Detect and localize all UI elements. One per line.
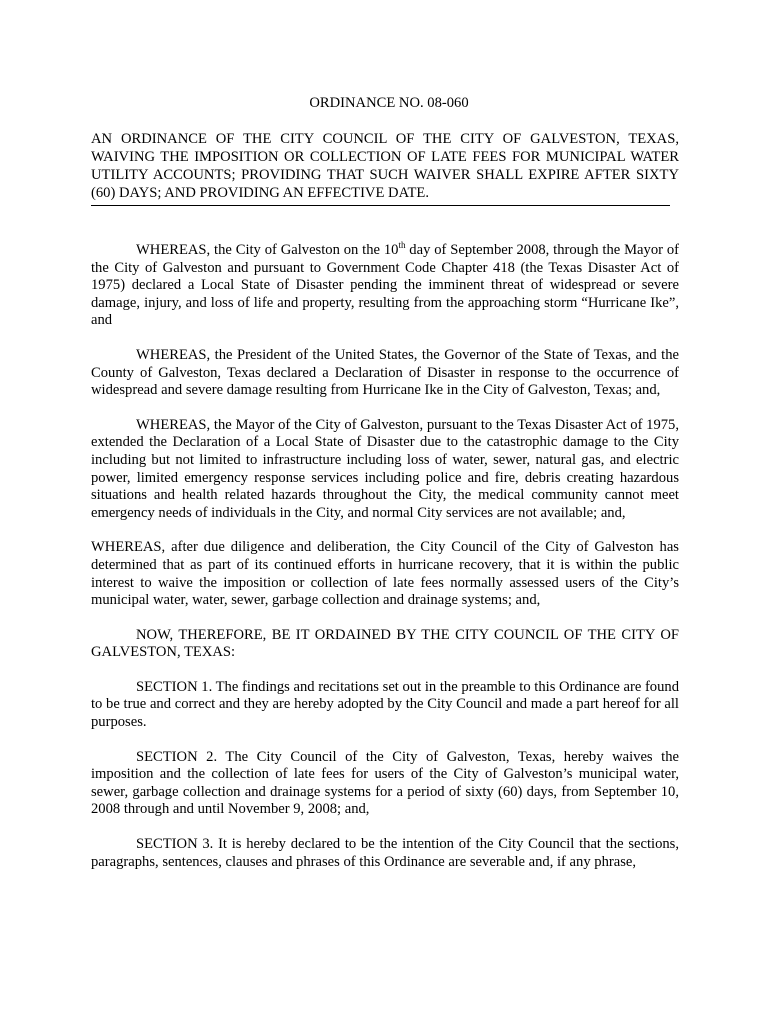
whereas-paragraph-4: WHEREAS, after due diligence and deliberation, the City Council of the City of Galveston has determined that as part of its continued efforts in hurricane recovery, that it is within the public interest to waive the imposition or collection of late fees normally assessed users of the City’s municipal water, water, sewer, garbage collection and drainage systems; and, [91,539,679,609]
ordinance-caption: AN ORDINANCE OF THE CITY COUNCIL OF THE CITY OF GALVESTON, TEXAS, WAIVING THE IMPOSITION OR COLLECTION OF LATE FEES FOR MUNICIPAL WATER UTILITY ACCOUNTS; PROVIDING THAT SUCH WAIVER SHALL EXPIRE AFTER SIXTY (60) DAYS; AND PROVIDING AN EFFECTIVE DATE. [91,131,679,201]
caption-divider [91,205,670,206]
document-page [91,94,679,871]
whereas-paragraph-3: WHEREAS, the Mayor of the City of Galveston, pursuant to the Texas Disaster Act of 1975, extended the Declaration of a Local State of Disaster due to the catastrophic damage to the City including but not limited to infrastructure including loss of water, sewer, natural gas, and electric power, limited emergency response services including police and fire, debris creating hazardous situations and health related hazards throughout the City, the medical community cannot meet emergency needs of individuals in the City, and normal City services are not available; and, [91,416,679,521]
ordinance-title: ORDINANCE NO. 08-060 [309,95,469,111]
section-1: SECTION 1. The findings and recitations set out in the preamble to this Ordinance are found to be true and correct and they are hereby adopted by the City Council and made a part hereof for all purposes. [91,678,679,731]
whereas-paragraph-2: WHEREAS, the President of the United States, the Governor of the State of Texas, and the County of Galveston, Texas declared a Declaration of Disaster in response to the occurrence of widespread and severe damage resulting from Hurricane Ike in the City of Galveston, Texas; and, [91,346,679,399]
ordinal-superscript: th [398,240,406,251]
section-2: SECTION 2. The City Council of the City of Galveston, Texas, hereby waives the imposition and the collection of late fees for users of the City of Galveston’s municipal water, sewer, garbage collection and drainage systems for a period of sixty (60) days, from September 10, 2008 through and until November 9, 2008; and, [91,748,679,818]
section-3: SECTION 3. It is hereby declared to be the intention of the City Council that the sections, paragraphs, sentences, clauses and phrases of this Ordinance are severable and, if any phrase, [91,836,679,870]
whereas-1-text-end: day of September 2008, through the Mayor of the City of Galveston and pursuant to Government Code Chapter 418 (the Texas Disaster Act of 1975) declared a Local State of Disaster pending the imminent threat of widespread or severe damage, injury, and loss of life and property, resulting from the approaching storm “Hurricane Ike”, and [91,242,679,329]
whereas-paragraph-1 [91,242,679,330]
ordained-clause: NOW, THEREFORE, BE IT ORDAINED BY THE CITY COUNCIL OF THE CITY OF GALVESTON, TEXAS: [91,626,679,661]
whereas-1-text-start: WHEREAS, the City of Galveston on the 10 [136,242,399,258]
